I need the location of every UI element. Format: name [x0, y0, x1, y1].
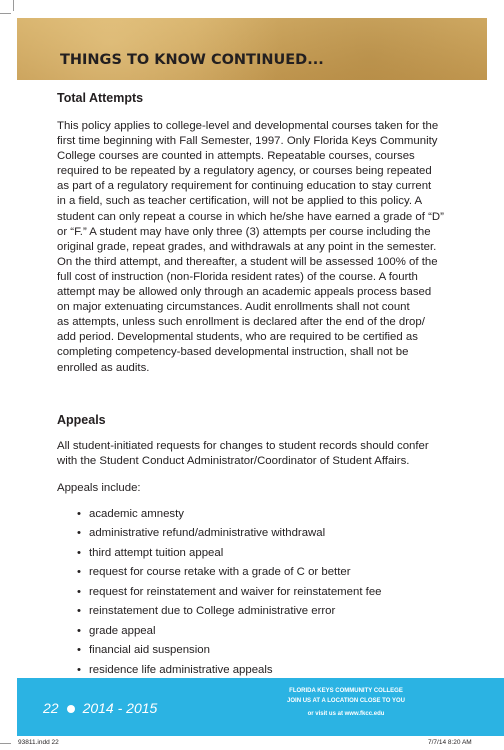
- section-heading-appeals: Appeals: [57, 412, 106, 427]
- bullet-icon: •: [77, 546, 81, 559]
- bullet-icon: •: [77, 663, 81, 676]
- section-heading-total-attempts: Total Attempts: [57, 91, 144, 105]
- paragraph-line: This policy applies to college-level and developmental courses taken for the: [57, 120, 439, 132]
- paragraph-line: in a field, such as teacher certification, will not be applied to this policy. A: [57, 195, 423, 208]
- paragraph-line: attempt may be allowed only through an academic appeals process based: [57, 286, 432, 299]
- print-slug-file: 93811.indd 22: [18, 739, 59, 746]
- paragraph-line: original grade, repeat grades, and withdrawals at any point in the semester.: [57, 240, 437, 253]
- list-item: • grade appeal: [57, 622, 76, 641]
- paragraph-line: College courses are counted in attempts. Repeatable courses, courses: [57, 150, 415, 163]
- list-item: • third attempt tuition appeal: [57, 544, 76, 563]
- bullet-icon: •: [77, 507, 81, 520]
- paragraph-line: first time beginning with Fall Semester, 1997. Only Florida Keys Community: [57, 135, 438, 148]
- paragraph-line: as part of a regulatory requirement for continuing education to stay current: [57, 180, 432, 193]
- college-name: FLORIDA KEYS COMMUNITY COLLEGE: [289, 688, 403, 694]
- list-item: • reinstatement due to College administrative error: [57, 602, 76, 621]
- bullet-icon: •: [77, 624, 81, 637]
- crop-mark: [0, 13, 11, 14]
- crop-mark: [13, 0, 14, 11]
- paragraph-line: completing competency-based developmental instruction, shall not be: [57, 346, 409, 359]
- paragraph-line: or “F.” A student may have only three (3) attempts per course including the: [57, 225, 431, 238]
- header-banner: [17, 18, 487, 80]
- paragraph-line: add period. Developmental students, who are required to be certified as: [57, 331, 418, 344]
- paragraph-line: enrolled as audits.: [57, 361, 150, 374]
- appeals-intro-paragraph: [57, 439, 457, 469]
- crop-mark: [0, 743, 11, 744]
- total-attempts-paragraph: [57, 119, 457, 376]
- list-item: • academic amnesty: [57, 505, 76, 524]
- dot-icon: [67, 705, 75, 713]
- paragraph-line: on major extenuating circumstances. Audit enrollments shall not count: [57, 301, 410, 314]
- paragraph-line: All student-initiated requests for changes to student records should confer: [57, 439, 429, 452]
- bullet-icon: •: [77, 644, 81, 657]
- list-item: • request for reinstatement and waiver for reinstatement fee: [57, 583, 76, 602]
- bullet-icon: •: [77, 585, 81, 598]
- bullet-icon: •: [77, 605, 81, 618]
- paragraph-line: full cost of instruction (non-Florida resident rates) of the course. A fourth: [57, 270, 418, 283]
- page-number-block: [43, 700, 157, 716]
- print-slug-timestamp: 7/7/14 8:20 AM: [428, 739, 472, 746]
- list-item: • residence life administrative appeals: [57, 661, 76, 680]
- paragraph-line: with the Student Conduct Administrator/Coordinator of Student Affairs.: [57, 454, 410, 467]
- paragraph-line: required to be repeated by a regulatory agency, or courses being repeated: [57, 165, 432, 178]
- paragraph-line: student can only repeat a course in which he/she have earned a grade of “D”: [57, 210, 444, 223]
- college-website: or visit us at www.fkcc.edu: [307, 711, 385, 717]
- bullet-icon: •: [77, 527, 81, 540]
- main-content: [57, 90, 457, 681]
- appeals-list: [57, 505, 457, 681]
- footer-bar: [17, 678, 504, 736]
- page-number: 22: [43, 700, 59, 716]
- appeals-list-intro: Appeals include:: [57, 481, 141, 494]
- list-item: • financial aid suspension: [57, 641, 76, 660]
- paragraph-line: On the third attempt, and thereafter, a student will be assessed 100% of the: [57, 255, 438, 268]
- page-title: THINGS TO KNOW CONTINUED...: [60, 52, 324, 68]
- academic-years: 2014 - 2015: [82, 700, 158, 716]
- list-item: • request for course retake with a grade of C or better: [57, 563, 76, 582]
- list-item: • administrative refund/administrative withdrawal: [57, 524, 76, 543]
- bullet-icon: •: [77, 566, 81, 579]
- college-tagline: JOIN US AT A LOCATION CLOSE TO YOU: [287, 698, 405, 704]
- college-info: [267, 686, 425, 719]
- paragraph-line: as attempts, unless such enrollment is declared after the end of the drop/: [57, 316, 425, 329]
